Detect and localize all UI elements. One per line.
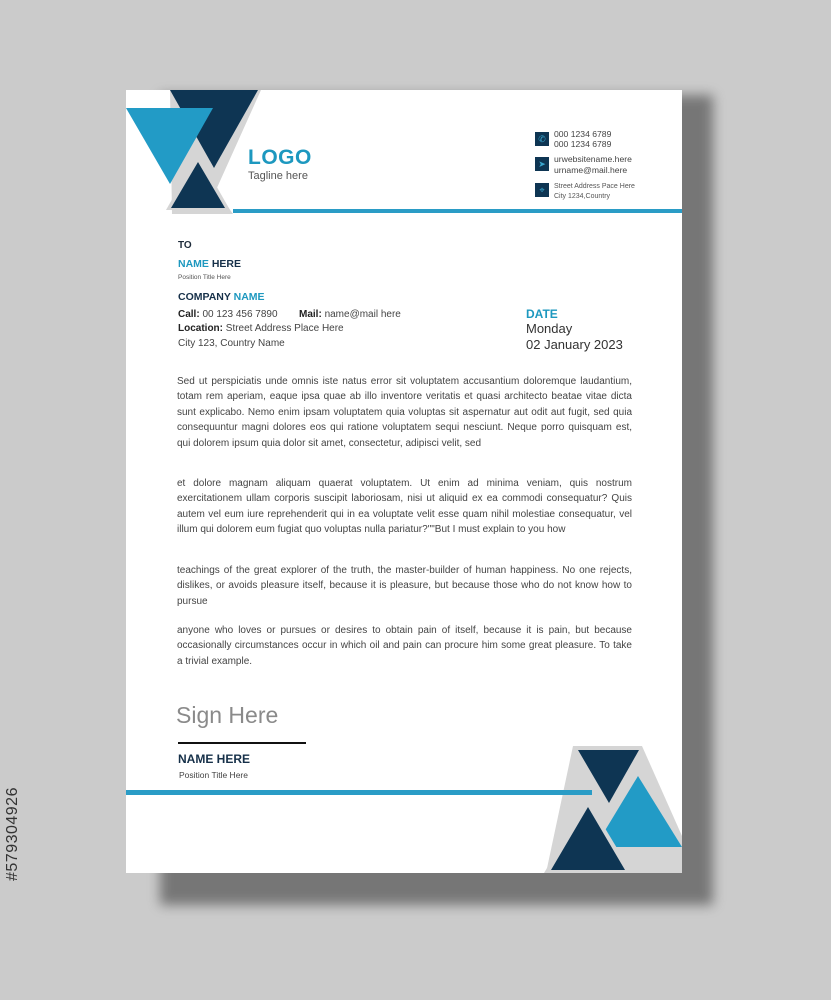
location-pin-icon: ⌖ bbox=[535, 183, 549, 197]
signature-line bbox=[178, 742, 306, 744]
letterhead-page bbox=[126, 90, 682, 873]
logo: LOGO bbox=[248, 146, 312, 169]
header-triangles bbox=[126, 90, 261, 214]
phone-icon: ✆ bbox=[535, 132, 549, 146]
call-info bbox=[178, 309, 278, 320]
footer-triangles bbox=[544, 746, 682, 873]
recipient-position: Position Title Here bbox=[178, 274, 231, 281]
footer-rule bbox=[126, 790, 592, 795]
location-label: Location: bbox=[178, 323, 223, 334]
date-full: 02 January 2023 bbox=[526, 337, 623, 352]
recipient-name-first: NAME bbox=[178, 258, 209, 270]
mail-info bbox=[299, 309, 401, 320]
phone-1: 000 1234 6789 bbox=[554, 129, 612, 139]
recipient-name-second: HERE bbox=[211, 258, 242, 270]
company-name bbox=[178, 291, 265, 303]
phone-2: 000 1234 6789 bbox=[554, 139, 612, 149]
website: urwebsitename.here bbox=[554, 154, 632, 164]
header-rule bbox=[233, 209, 682, 213]
company-name-first: COMPANY bbox=[178, 291, 231, 303]
address-line-1: Street Address Pace Here bbox=[554, 183, 635, 190]
sign-here-text: Sign Here bbox=[176, 702, 279, 728]
date-weekday: Monday bbox=[526, 321, 573, 336]
stock-id-label: #579304926 bbox=[4, 787, 21, 882]
body-paragraph-1: Sed ut perspiciatis unde omnis iste natus error sit voluptatem accusantium doloremque laudantium, totam rem aperiam, eaque ipsa quae ab illo inventore veritatis et quasi architecto beatae vitae dicta sunt explicabo. Nemo enim ipsam voluptatem quia voluptas sit aspernatur aut odit aut fugit, sed quia consequuntur magni dolores eos qui ratione voluptatem sequi nesciunt. Neque porro quisquam est, qui dolorem ipsum quia dolor sit amet, consectetur, adipisci velit, sed bbox=[177, 376, 632, 449]
tagline: Tagline here bbox=[248, 170, 308, 182]
signer-position: Position Title Here bbox=[179, 770, 248, 780]
company-name-second: NAME bbox=[233, 291, 265, 303]
body-paragraph-4: anyone who loves or pursues or desires to obtain pain of itself, because it is pain, but because occasionally circumstances occur in which oil and pain can procure him some great pleasure. To take a trivial example. bbox=[177, 625, 632, 667]
body-paragraph-2: et dolore magnam aliquam quaerat voluptatem. Ut enim ad minima veniam, quis nostrum exercitationem ullam corporis suscipit laboriosam, nisi ut aliquid ex ea commodi consequatur? Quis autem vel eum iure reprehenderit qui in ea voluptate velit esse quam nihil molestiae consequatur, vel illum qui dolorem eum fugiat quo voluptas nulla pariatur?""But I must explain to you how bbox=[177, 478, 632, 536]
mail-value: name@mail here bbox=[324, 309, 401, 320]
call-value: 00 123 456 7890 bbox=[202, 309, 278, 320]
signer-name: NAME HERE bbox=[178, 752, 251, 766]
location-info bbox=[178, 323, 344, 334]
call-label: Call: bbox=[178, 309, 200, 320]
send-icon: ➤ bbox=[535, 157, 549, 171]
location-value: Street Address Place Here bbox=[225, 323, 344, 334]
to-label: TO bbox=[178, 240, 192, 251]
recipient-name bbox=[178, 258, 241, 270]
mail-label: Mail: bbox=[299, 309, 322, 320]
address-line-2: City 1234,Country bbox=[554, 193, 611, 200]
city-info: City 123, Country Name bbox=[178, 338, 285, 349]
email: urname@mail.here bbox=[554, 165, 628, 175]
date-label: DATE bbox=[526, 307, 558, 321]
body-paragraph-3: teachings of the great explorer of the truth, the master-builder of human happiness. No one rejects, dislikes, or avoids pleasure itself, because it is pleasure, but because those who do not know how to pursue bbox=[177, 565, 632, 607]
